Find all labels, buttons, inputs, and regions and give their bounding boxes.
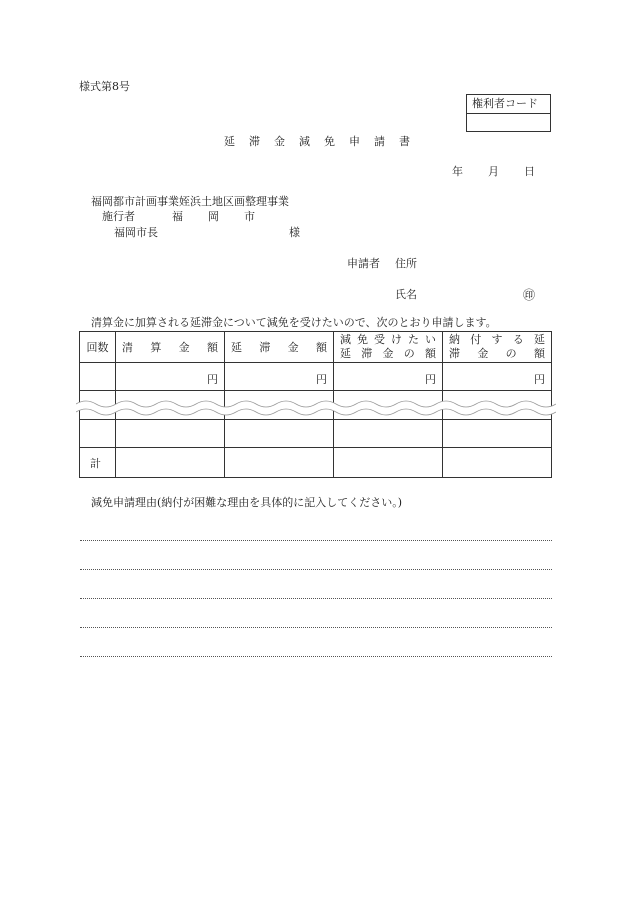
title-char: 延 [224,135,235,148]
header-char: 金 [477,347,489,360]
honorific: 様 [289,226,300,239]
header-char: 免 [357,333,368,346]
header-reduction-amount [334,332,443,363]
reason-label: 減免申請理由(納付が困難な理由を具体的に記入してください。) [91,496,403,509]
header-char: 金 [287,341,299,354]
header-char: る [512,333,524,346]
operator-char: 岡 [208,210,219,223]
header-char: 延 [534,333,545,346]
reason-line[interactable] [80,540,552,541]
rights-code-label: 権利者コード [467,95,550,114]
header-delay-amount [225,332,334,363]
address-label: 住所 [395,257,417,270]
count-cell[interactable] [80,363,116,391]
total-payment-cell[interactable] [443,448,552,478]
header-payment-amount [443,332,552,363]
name-label: 氏名 [395,288,417,301]
rights-code-field[interactable] [467,114,550,133]
header-char: 算 [150,341,162,354]
name-field[interactable] [430,285,518,303]
header-char: 額 [533,347,545,360]
rights-code-box [466,94,551,132]
total-settlement-cell[interactable] [116,448,225,478]
operator-char: 福 [172,210,183,223]
header-char: 減 [340,333,351,346]
header-char: 納 [449,333,460,346]
title-char: 減 [299,135,310,148]
header-char: の [403,347,415,360]
header-char: 延 [231,341,242,354]
delay-amount-cell[interactable] [225,420,334,448]
operator-label: 施行者 [102,210,135,223]
reduction-amount-cell[interactable]: 円 [334,363,443,391]
total-reduction-cell[interactable] [334,448,443,478]
settlement-amount-cell[interactable] [116,420,225,448]
header-char: 滞 [259,341,271,354]
header-char: す [491,333,503,346]
address-field[interactable] [430,254,550,272]
table-row [80,420,552,448]
header-char: け [391,333,402,346]
project-name: 福岡都市計画事業姪浜土地区画整理事業 [91,195,289,208]
header-char: 受 [374,333,385,346]
header-char: 額 [425,347,436,360]
title-char: 免 [324,135,335,148]
reason-line[interactable] [80,656,552,657]
header-count: 回数 [80,332,116,363]
title-char: 金 [274,135,285,148]
reason-line[interactable] [80,569,552,570]
header-char: 滞 [361,347,373,360]
header-char: 滞 [449,347,460,360]
seal-mark: ㊞ [523,288,536,302]
total-delay-cell[interactable] [225,448,334,478]
table-omission-wave [76,396,556,420]
table-total-row [80,448,552,478]
header-char: た [408,333,419,346]
applicant-label: 申請者 [347,257,380,270]
date-year-label: 年 [452,165,463,178]
payment-amount-cell[interactable]: 円 [443,363,552,391]
total-label: 計 [80,448,116,478]
header-char: 延 [340,347,351,360]
settlement-amount-cell[interactable]: 円 [116,363,225,391]
header-settlement-amount [116,332,225,363]
mayor-label: 福岡市長 [114,226,158,239]
title-char: 請 [374,135,385,148]
title-char: 滞 [249,135,260,148]
header-char: い [425,333,436,346]
table-row [80,363,552,391]
header-char: 金 [382,347,394,360]
table-header-row [80,332,552,363]
date-day-label: 日 [524,165,535,178]
delay-amount-cell[interactable]: 円 [225,363,334,391]
operator-char: 市 [244,210,255,223]
header-char: 付 [470,333,482,346]
form-title [224,135,410,149]
title-char: 申 [349,135,360,148]
payment-amount-cell[interactable] [443,420,552,448]
header-char: 金 [178,341,190,354]
header-char: 額 [206,341,218,354]
count-cell[interactable] [80,420,116,448]
reason-line[interactable] [80,598,552,599]
header-char: 清 [122,341,133,354]
request-statement: 清算金に加算される延滞金について減免を受けたいので、次のとおり申請します。 [91,316,497,329]
header-char: 額 [315,341,327,354]
title-char: 書 [399,135,410,148]
form-number: 様式第8号 [79,80,130,93]
reason-line[interactable] [80,627,552,628]
reduction-amount-cell[interactable] [334,420,443,448]
header-char: の [505,347,517,360]
date-month-label: 月 [488,165,499,178]
